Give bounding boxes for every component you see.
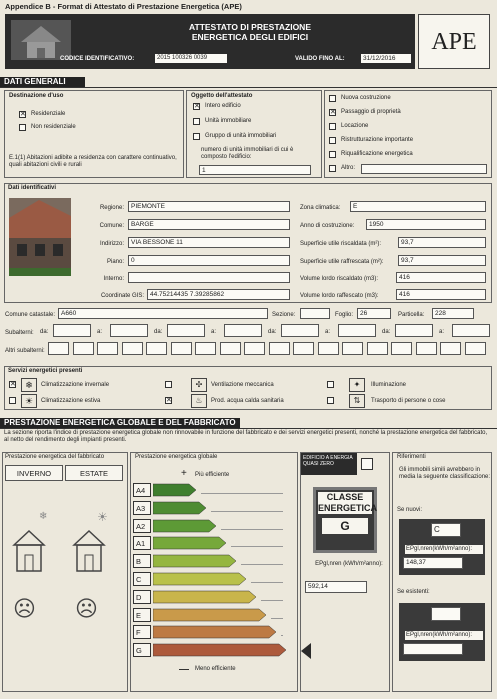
fabbricato-title: Prestazione energetica del fabbricato xyxy=(5,454,105,460)
illuminazione-checkbox[interactable] xyxy=(327,381,334,388)
subalterni-a-label: a: xyxy=(97,329,103,335)
passaggio-proprieta-label: Passaggio di proprietà xyxy=(341,109,401,115)
locazione-checkbox[interactable] xyxy=(329,123,336,130)
zona-field[interactable]: E xyxy=(350,201,486,212)
sup-risc-field[interactable]: 93,7 xyxy=(398,237,486,248)
anno-field[interactable]: 1950 xyxy=(366,219,486,230)
class-line xyxy=(201,493,283,494)
riferimenti-frame xyxy=(392,452,492,692)
gruppo-unita-checkbox[interactable] xyxy=(193,133,200,140)
destinazione-frame xyxy=(4,90,184,178)
subalterni-a-label: a: xyxy=(439,329,445,335)
sup-raff-label: Superficie utile raffrescata (m²): xyxy=(300,259,384,265)
residenziale-checkbox[interactable]: ✕ xyxy=(20,111,26,118)
prestazione-title: PRESTAZIONE ENERGETICA GLOBALE E DEL FABBRICATO xyxy=(0,418,240,428)
globale-title: Prestazione energetica globale xyxy=(135,454,218,460)
regione-label: Regione: xyxy=(99,205,124,211)
class-line xyxy=(261,600,283,601)
subalterni-field[interactable] xyxy=(167,324,205,337)
nuova-costruzione-checkbox[interactable] xyxy=(329,95,336,102)
acqua-calda-checkbox[interactable]: ✕ xyxy=(166,397,172,404)
comune-catastale-label: Comune catastale: xyxy=(5,312,56,318)
indirizzo-field[interactable]: VIA BESSONE 11 xyxy=(128,237,290,248)
particella-field[interactable]: 228 xyxy=(432,308,474,319)
nuovi-class: C xyxy=(431,523,461,537)
valid-label: VALIDO FINO AL: xyxy=(295,56,345,62)
classification-text: E.1(1) Abitazioni adibite a residenza con carattere continuativo, quali abitazioni civili e rurali xyxy=(9,155,177,168)
sad-face-icon: ☹ xyxy=(13,596,36,621)
divider xyxy=(0,428,497,429)
subalterni-a-label: a: xyxy=(211,329,217,335)
clim-invernale-label: Climatizzazione invernale xyxy=(41,382,110,388)
altri-subalterni-field[interactable] xyxy=(318,342,339,355)
intero-edificio-label: Intero edificio xyxy=(205,103,241,109)
altri-subalterni-field[interactable] xyxy=(195,342,216,355)
altri-subalterni-field[interactable] xyxy=(220,342,241,355)
subalterni-row xyxy=(40,324,495,338)
vol-raff-field[interactable]: 416 xyxy=(396,289,486,300)
class-bar-g xyxy=(153,643,287,657)
altro-label: Altro: xyxy=(341,165,356,171)
class-row-f xyxy=(133,625,295,639)
numero-unita-label: numero di unità immobiliari di cui è composto l'edificio: xyxy=(201,147,294,160)
passaggio-proprieta-checkbox[interactable]: ✕ xyxy=(330,109,336,116)
class-label: A1 xyxy=(133,536,151,550)
class-row-a4 xyxy=(133,483,295,497)
sezione-field[interactable] xyxy=(300,308,330,319)
subalterni-label: Subalterni: xyxy=(5,330,34,336)
residenziale-label: Residenziale xyxy=(31,111,66,117)
servizi-title: Servizi energetici presenti xyxy=(8,368,83,374)
class-label: B xyxy=(133,554,151,568)
divider xyxy=(0,87,497,88)
class-line xyxy=(271,618,283,619)
class-bar-d xyxy=(153,590,257,604)
altri-subalterni-row xyxy=(48,342,493,356)
nuovi-ep: 148,37 xyxy=(403,557,463,569)
numero-unita-field[interactable]: 1 xyxy=(199,165,311,175)
subalterni-field[interactable] xyxy=(224,324,262,337)
vol-raff-label: Volume lordo raffescato (m3): xyxy=(300,293,379,299)
class-label: D xyxy=(133,590,151,604)
servizi-frame xyxy=(4,366,492,410)
svg-text:❄: ❄ xyxy=(39,511,48,522)
dati-generali-title: DATI GENERALI xyxy=(0,77,85,87)
comune-field[interactable]: BARGE xyxy=(128,219,290,230)
document-title: ATTESTATO DI PRESTAZIONE ENERGETICA DEGLI EDIFICI xyxy=(189,22,311,42)
winter-house-icon xyxy=(9,505,59,575)
nzeb-label: EDIFICIO A ENERGIA QUASI ZERO xyxy=(301,453,357,475)
class-label: E xyxy=(133,608,151,622)
class-line xyxy=(221,529,283,530)
acqua-calda-label: Prod. acqua calda sanitaria xyxy=(211,398,284,404)
altri-subalterni-field[interactable] xyxy=(342,342,363,355)
unita-immobiliare-checkbox[interactable] xyxy=(193,118,200,125)
nuovi-ep-label: EPgl,nren(kWh/m²anno): xyxy=(405,545,483,554)
subalterni-a-label: a: xyxy=(325,329,331,335)
class-bar-e xyxy=(153,608,267,622)
class-line xyxy=(281,635,283,636)
riferimenti-title: Riferimenti xyxy=(397,454,426,460)
foglio-field[interactable]: 26 xyxy=(357,308,391,319)
altri-subalterni-field[interactable] xyxy=(465,342,486,355)
code-label: CODICE IDENTIFICATIVO: xyxy=(60,56,135,62)
code-value: 2015 100326 0039 xyxy=(155,54,227,63)
building-photo xyxy=(9,198,71,276)
classe-frame xyxy=(300,452,390,692)
lightbulb-icon: ✦ xyxy=(349,378,365,392)
class-label: F xyxy=(133,625,151,639)
nuovi-box xyxy=(399,519,485,575)
interno-label: Interno: xyxy=(103,276,124,282)
altro-checkbox[interactable] xyxy=(329,165,336,172)
ristrutturazione-label: Ristrutturazione importante xyxy=(341,137,414,143)
class-label: C xyxy=(133,572,151,586)
dati-identificativi-title: Dati identificativi xyxy=(8,185,57,191)
subalterni-field[interactable] xyxy=(452,324,490,337)
illuminazione-label: Illuminazione xyxy=(371,382,407,388)
sezione-label: Sezione: xyxy=(272,312,296,318)
zona-label: Zona climatica: xyxy=(300,205,341,211)
class-row-a3 xyxy=(133,501,295,515)
sad-face-icon: ☹ xyxy=(75,596,98,621)
ep-label: EPgl,nren (kWh/m²anno): xyxy=(315,561,383,567)
subalterni-da-label: da: xyxy=(268,329,277,335)
altri-subalterni-field[interactable] xyxy=(97,342,118,355)
altri-subalterni-field[interactable] xyxy=(48,342,69,355)
unita-immobiliare-label: Unità immobiliare xyxy=(205,118,252,124)
altri-subalterni-field[interactable] xyxy=(146,342,167,355)
esist-ep xyxy=(403,643,463,655)
esistenti-class xyxy=(431,607,461,621)
class-bar-b xyxy=(153,554,237,568)
class-pointer xyxy=(301,643,311,659)
altri-subalterni-field[interactable] xyxy=(244,342,265,355)
class-label: A3 xyxy=(133,501,151,515)
class-row-c xyxy=(133,572,295,586)
class-bar-c xyxy=(153,572,247,586)
piano-field[interactable]: 0 xyxy=(128,255,290,266)
class-row-b xyxy=(133,554,295,568)
valid-value: 31/12/2016 xyxy=(361,54,411,63)
coord-field[interactable]: 44.75214435 7.39285862 xyxy=(147,289,290,300)
comune-catastale-field[interactable]: A660 xyxy=(58,308,268,319)
foglio-label: Foglio: xyxy=(335,312,354,318)
clim-estiva-checkbox[interactable] xyxy=(9,397,16,404)
faucet-icon: ♨ xyxy=(191,394,207,408)
clim-invernale-checkbox[interactable]: ✕ xyxy=(10,381,16,388)
ventilazione-checkbox[interactable] xyxy=(165,381,172,388)
meno-efficiente-label: Meno efficiente xyxy=(195,666,236,672)
house-logo-icon xyxy=(11,20,71,60)
riqualificazione-checkbox[interactable] xyxy=(329,151,336,158)
fan-icon: ✣ xyxy=(191,378,207,392)
header-bar xyxy=(5,14,415,69)
summer-house-icon xyxy=(69,505,119,575)
se-nuovi-label: Se nuovi: xyxy=(397,507,423,513)
subalterni-field[interactable] xyxy=(110,324,148,337)
motivazione-frame xyxy=(324,90,492,178)
trasporto-checkbox[interactable] xyxy=(327,397,334,404)
altro-field[interactable] xyxy=(361,164,487,174)
class-bar-f xyxy=(153,625,277,639)
appendix-title: Appendice B - Format di Attestato di Prestazione Energetica (APE) xyxy=(5,2,242,11)
ape-logo: APE xyxy=(418,14,490,69)
inverno-header: INVERNO xyxy=(5,465,63,481)
altri-subalterni-field[interactable] xyxy=(73,342,94,355)
altri-subalterni-field[interactable] xyxy=(440,342,461,355)
se-esistenti-label: Se esistenti: xyxy=(397,589,430,595)
classe-label: CLASSE ENERGETICA xyxy=(318,492,378,513)
altri-subalterni-field[interactable] xyxy=(171,342,192,355)
class-label: A2 xyxy=(133,519,151,533)
nzeb-checkbox[interactable] xyxy=(361,458,373,470)
class-row-a2 xyxy=(133,519,295,533)
plus-icon: + xyxy=(181,468,187,479)
riferimenti-text: Gli immobili simili avrebbero in media la seguente classificazione: xyxy=(399,467,491,480)
destinazione-title: Destinazione d'uso xyxy=(9,93,64,99)
regione-field[interactable]: PIEMONTE xyxy=(128,201,290,212)
subalterni-field[interactable] xyxy=(395,324,433,337)
gruppo-unita-label: Gruppo di unità immobiliari xyxy=(205,133,277,139)
classe-value: G xyxy=(322,518,368,534)
particella-label: Particella: xyxy=(398,312,425,318)
altri-subalterni-field[interactable] xyxy=(293,342,314,355)
altri-subalterni-field[interactable] xyxy=(416,342,437,355)
classe-box xyxy=(313,487,377,553)
subalterni-da-label: da: xyxy=(40,329,49,335)
oggetto-title: Oggetto dell'attestato xyxy=(191,93,253,99)
non-residenziale-checkbox[interactable] xyxy=(19,124,26,131)
vol-risc-field[interactable]: 416 xyxy=(396,272,486,283)
fabbricato-frame xyxy=(2,452,128,692)
class-line xyxy=(231,546,283,547)
class-bar-a1 xyxy=(153,536,227,550)
subalterni-field[interactable] xyxy=(338,324,376,337)
prestazione-description: La sezione riporta l'indice di prestazione energetica globale non rinnovabile in funzione del fabbricato e dei servizi energetici presenti, nonché la prestazione energetica del fabbricato, al netto del rendimento degli impianti presenti. xyxy=(4,430,488,443)
class-bar-a3 xyxy=(153,501,207,515)
altri-subalterni-label: Altri subalterni: xyxy=(5,348,45,354)
subalterni-field[interactable] xyxy=(53,324,91,337)
class-scale xyxy=(133,483,295,663)
sun-icon: ☀ xyxy=(21,394,37,408)
ristrutturazione-checkbox[interactable] xyxy=(329,137,336,144)
svg-text:☀: ☀ xyxy=(97,510,108,524)
globale-frame xyxy=(130,452,298,692)
sup-raff-field[interactable]: 93,7 xyxy=(398,255,486,266)
class-label: A4 xyxy=(133,483,151,497)
elevator-icon: ⇅ xyxy=(349,394,365,408)
trasporto-label: Trasporto di persone o cose xyxy=(371,398,446,404)
ventilazione-label: Ventilazione meccanica xyxy=(211,382,274,388)
esistenti-box xyxy=(399,603,485,661)
class-bar-a2 xyxy=(153,519,217,533)
class-row-g xyxy=(133,643,295,657)
altri-subalterni-field[interactable] xyxy=(391,342,412,355)
subalterni-field[interactable] xyxy=(281,324,319,337)
clim-estiva-label: Climatizzazione estiva xyxy=(41,398,101,404)
interno-field[interactable] xyxy=(128,272,290,283)
estate-header: ESTATE xyxy=(65,465,123,481)
locazione-label: Locazione xyxy=(341,123,369,129)
riqualificazione-label: Riqualificazione energetica xyxy=(341,151,413,157)
oggetto-frame xyxy=(186,90,322,178)
esist-ep-label: EPgl,nren(kWh/m²anno): xyxy=(405,631,483,640)
class-line xyxy=(251,582,283,583)
subalterni-da-label: da: xyxy=(382,329,391,335)
indirizzo-label: Indirizzo: xyxy=(99,241,124,247)
class-bar-a4 xyxy=(153,483,197,497)
vol-risc-label: Volume lordo riscaldato (m3): xyxy=(300,276,379,282)
class-row-d xyxy=(133,590,295,604)
class-line xyxy=(241,564,283,565)
altri-subalterni-field[interactable] xyxy=(122,342,143,355)
piu-efficiente-label: Più efficiente xyxy=(195,472,230,478)
altri-subalterni-field[interactable] xyxy=(367,342,388,355)
class-label: G xyxy=(133,643,151,657)
subalterni-da-label: da: xyxy=(154,329,163,335)
class-row-a1 xyxy=(133,536,295,550)
coord-label: Coordinate GIS: xyxy=(100,293,144,299)
anno-label: Anno di costruzione: xyxy=(300,223,355,229)
altri-subalterni-field[interactable] xyxy=(269,342,290,355)
comune-label: Comune: xyxy=(99,223,124,229)
intero-edificio-checkbox[interactable]: ✕ xyxy=(194,103,200,110)
minus-icon xyxy=(179,669,189,670)
snowflake-icon: ❄ xyxy=(21,378,37,392)
class-row-e xyxy=(133,608,295,622)
class-line xyxy=(211,511,283,512)
ep-value[interactable]: 592,14 xyxy=(305,581,367,593)
non-residenziale-label: Non residenziale xyxy=(31,124,76,130)
piano-label: Piano: xyxy=(106,259,124,265)
sup-risc-label: Superficie utile riscaldata (m²): xyxy=(300,241,382,247)
nuova-costruzione-label: Nuova costruzione xyxy=(341,95,391,101)
